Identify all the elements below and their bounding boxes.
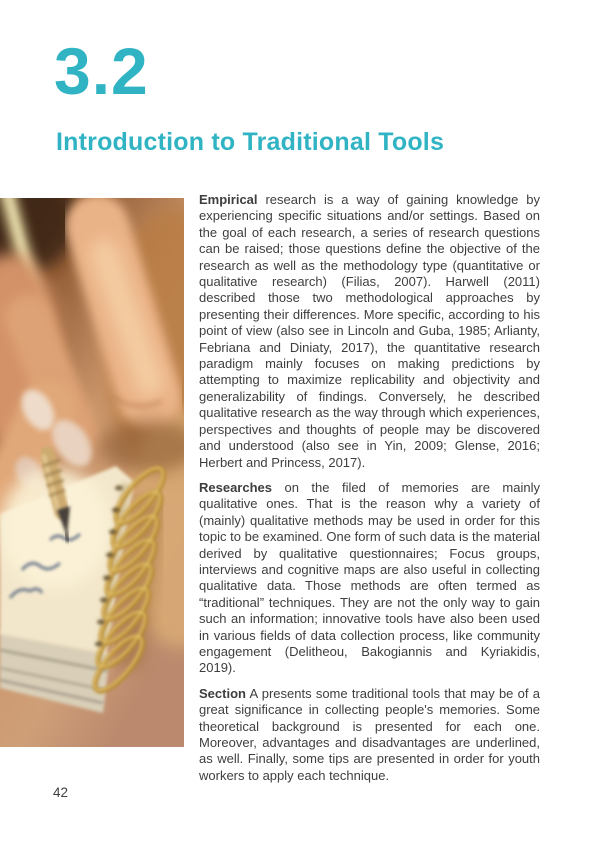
- photo-hand-writing-in-notebook: [0, 198, 184, 747]
- paragraph-lead: Empirical: [199, 192, 258, 207]
- paragraph-lead: Section: [199, 685, 246, 701]
- page-number: 42: [53, 785, 69, 800]
- paragraph-empirical: [199, 192, 540, 471]
- section-title: Introduction to Traditional Tools: [56, 128, 445, 156]
- section-number: 3.2: [54, 34, 149, 108]
- body-text-column: [199, 192, 540, 793]
- photo-illustration: [0, 198, 184, 747]
- paragraph-body: research is a way of gaining knowledge by experiencing specific situations and/or settings. Based on the goal of each research, a series of research questions can be raised; those questions define the objective of the research as well as the methodology type (quantitative or qualitative research) (Filias, 2007). Harwell (2011) described those two methodological approaches by presenting their differences. More specific, according to his point of view (also see in Lincoln and Guba, 1985; Arlianty, Febriana and Diniaty, 2017), the quantitative research paradigm mainly focuses on making predictions by attempting to maximize replicability and objectivity and generalizability of findings. Conversely, he described qualitative research as the way through which experiences, perspectives and thoughts of people may be discovered and understood (also see in Yin, 2009; Glense, 2016; Herbert and Princess, 2017).: [199, 192, 540, 470]
- paragraph-researches: [199, 480, 540, 677]
- paragraph-body: A presents some traditional tools that may be of a great significance in collecting people's memories. Some theoretical background is presented for each one. Moreover, advantages and disadvantages are underlined, as well. Finally, some tips are presented in order for youth workers to apply each technique.: [199, 685, 540, 783]
- paragraph-lead: Researches: [199, 479, 272, 495]
- paragraph-body: on the filed of memories are mainly qualitative ones. That is the reason why a variety of (mainly) qualitative methods may be used in order for this topic to be examined. One form of such data is the material derived by qualitative questionnaires; Focus groups, interviews and cognitive maps are also useful in collecting qualitative data. Those methods are often termed as “traditional” techniques. They are not the only way to gain such an information; innovative tools have also been used in various fields of data collection process, like community engagement (Delitheou, Bakogiannis and Kyriakidis, 2019).: [199, 479, 540, 676]
- paragraph-section: [199, 686, 540, 784]
